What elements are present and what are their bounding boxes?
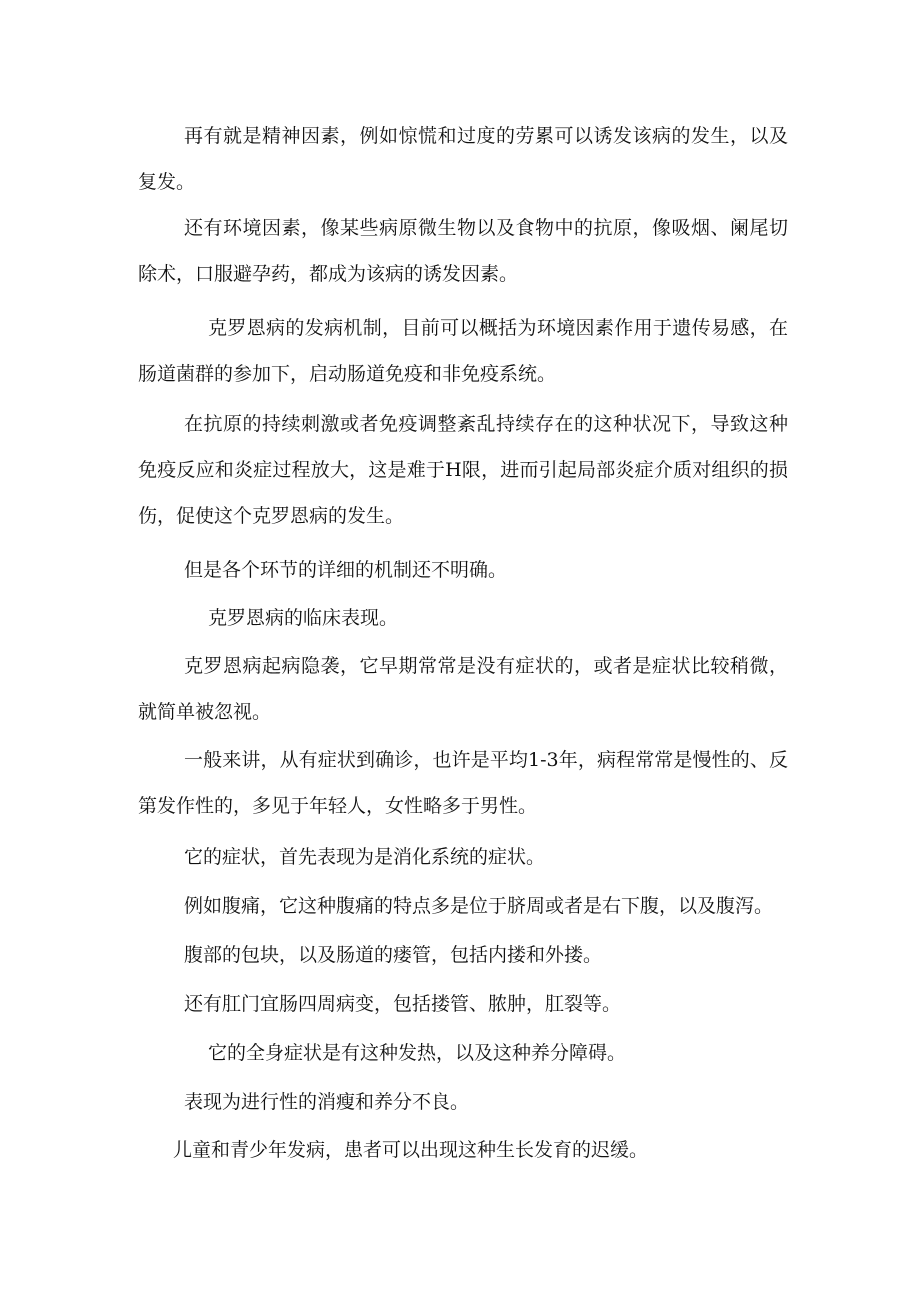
paragraph-15: 儿童和青少年发病，患者可以出现这种生长发育的迟缓。	[173, 1139, 649, 1161]
paragraph-4: 在抗原的持续刺激或者免疫调整紊乱持续存在的这种状况下，导致这种免疫反应和炎症过程放大，这是难于H限，进而引起局部炎症介质对组织的损伤，促使这个克罗恩病的发生。	[138, 413, 788, 527]
paragraph-2: 还有环境因素，像某些病原微生物以及食物中的抗原，像吸烟、阑尾切除术，口服避孕药，都成为该病的诱发因素。	[138, 217, 788, 285]
paragraph-5: 但是各个环节的详细的机制还不明确。	[184, 559, 508, 581]
paragraph-7: 克罗恩病起病隐袭，它早期常常是没有症状的，或者是症状比较稍微，就简单被忽视。	[138, 655, 788, 723]
paragraph-13: 它的全身症状是有这种发热，以及这种养分障碍。	[208, 1042, 627, 1064]
paragraph-10: 例如腹痛，它这种腹痛的特点多是位于脐周或者是右下腹，以及腹泻。	[184, 895, 774, 917]
paragraph-9: 它的症状，首先表现为是消化系统的症状。	[184, 846, 546, 868]
paragraph-1: 再有就是精神因素，例如惊慌和过度的劳累可以诱发该病的发生，以及复发。	[138, 125, 788, 193]
paragraph-8: 一般来讲，从有症状到确诊，也许是平均1-3年，病程常常是慢性的、反第发作性的，多见于年轻人，女性略多于男性。	[138, 749, 788, 817]
paragraph-11: 腹部的包块，以及肠道的瘘管，包括内搂和外搂。	[184, 944, 603, 966]
paragraph-14: 表现为进行性的消瘦和养分不良。	[184, 1091, 470, 1113]
paragraph-6: 克罗恩病的临床表现。	[208, 607, 399, 629]
paragraph-12: 还有肛门宜肠四周病变，包括搂管、脓肿，肛裂等。	[184, 993, 622, 1015]
paragraph-3: 克罗恩病的发病机制，目前可以概括为环境因素作用于遗传易感，在肠道菌群的参加下，启动肠道免疫和非免疫系统。	[138, 317, 788, 385]
